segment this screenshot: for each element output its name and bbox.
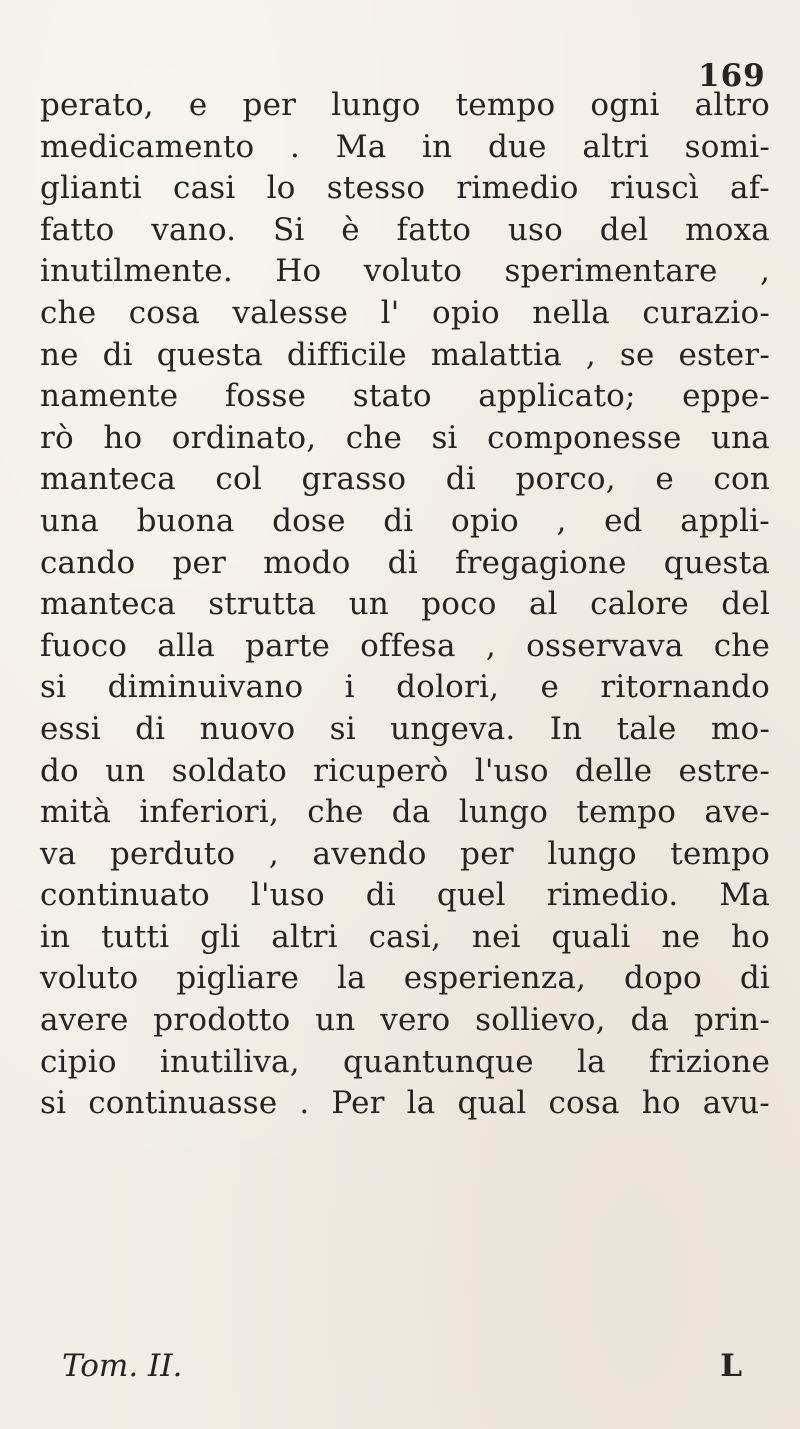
text-line: avere prodotto un vero sollievo, da prin- <box>40 1002 770 1039</box>
text-line: che cosa valesse l' opio nella curazio- <box>40 294 770 331</box>
text-line: in tutti gli altri casi, nei quali ne ho <box>40 918 770 955</box>
text-line: cipio inutiliva, quantunque la frizione <box>40 1043 770 1080</box>
text-line: perato, e per lungo tempo ogni altro <box>40 87 770 123</box>
body-text <box>40 85 770 1125</box>
text-line: manteca col grasso di porco, e con <box>40 461 770 498</box>
text-line: continuato l'uso di quel rimedio. Ma <box>40 877 770 914</box>
page-number: 169 <box>698 58 766 94</box>
text-line: si diminuivano i dolori, e ritornando <box>40 669 770 706</box>
text-line: fatto vano. Si è fatto uso del moxa <box>40 211 770 248</box>
text-line: fuoco alla parte offesa , osservava che <box>40 627 770 664</box>
text-line: ne di questa difficile malattia , se ester- <box>40 336 770 373</box>
text-line: voluto pigliare la esperienza, dopo di <box>40 960 770 997</box>
text-line: una buona dose di opio , ed appli- <box>40 502 770 539</box>
text-line: cando per modo di fregagione questa <box>40 544 770 581</box>
page-footer <box>62 1348 742 1394</box>
text-line: essi di nuovo si ungeva. In tale mo- <box>40 710 770 747</box>
text-line: do un soldato ricuperò l'uso delle estre- <box>40 752 770 789</box>
text-line: medicamento . Ma in due altri somi- <box>40 128 770 165</box>
text-line: si continuasse . Per la qual cosa ho avu- <box>40 1085 770 1122</box>
text-line: rò ho ordinato, che si componesse una <box>40 419 770 456</box>
volume-signature: Tom. II. <box>62 1348 183 1384</box>
text-line: manteca strutta un poco al calore del <box>40 586 770 623</box>
text-line: mità inferiori, che da lungo tempo ave- <box>40 794 770 831</box>
text-line: glianti casi lo stesso rimedio riuscì af- <box>40 170 770 207</box>
text-line: inutilmente. Ho voluto sperimentare , <box>40 253 770 290</box>
text-line: va perduto , avendo per lungo tempo <box>40 835 770 872</box>
text-line: namente fosse stato applicato; eppe- <box>40 378 770 415</box>
gathering-mark: L <box>720 1348 742 1384</box>
